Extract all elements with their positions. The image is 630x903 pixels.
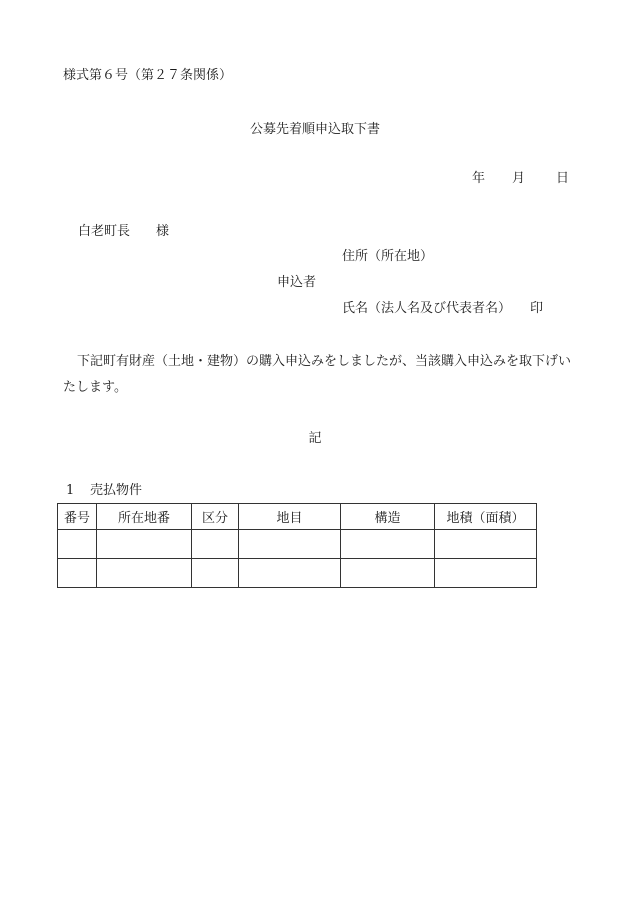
table-cell — [239, 559, 341, 588]
property-table — [57, 503, 537, 588]
section-heading — [66, 484, 142, 497]
date-month-label: 月 — [512, 171, 526, 186]
table-cell — [435, 530, 537, 559]
header-land-type: 地目 — [239, 504, 341, 530]
header-area: 地積（面積） — [435, 504, 537, 530]
address-label: 住所（所在地） — [342, 249, 434, 264]
name-label: 氏名（法人名及び代表者名） — [342, 301, 512, 316]
date-year-label: 年 — [472, 171, 486, 186]
header-number: 番号 — [58, 504, 97, 530]
date-day-label: 日 — [556, 171, 570, 186]
form-number: 様式第６号（第２７条関係） — [63, 68, 233, 83]
addressee-honorific: 様 — [156, 224, 170, 239]
ki-heading: 記 — [308, 431, 322, 446]
table-cell — [97, 530, 192, 559]
table-row — [58, 530, 537, 559]
header-category: 区分 — [192, 504, 239, 530]
table-cell — [97, 559, 192, 588]
header-location: 所在地番 — [97, 504, 192, 530]
table-header-row — [58, 504, 537, 530]
table-cell — [192, 530, 239, 559]
table-cell — [239, 530, 341, 559]
section-title: 売払物件 — [90, 483, 143, 498]
applicant-label: 申込者 — [277, 275, 317, 290]
table-cell — [192, 559, 239, 588]
section-number: 1 — [66, 483, 75, 498]
table-cell — [435, 559, 537, 588]
table-cell — [58, 530, 97, 559]
table-cell — [341, 559, 435, 588]
table-cell — [58, 559, 97, 588]
document-title: 公募先着順申込取下書 — [249, 122, 380, 137]
body-paragraph: 下記町有財産（土地・建物）の購入申込みをしましたが、当該購入申込みを取下げいたします。 — [63, 354, 572, 395]
table-row — [58, 559, 537, 588]
header-structure: 構造 — [341, 504, 435, 530]
seal-mark: 印 — [530, 301, 544, 316]
addressee-name: 白老町長 — [78, 224, 131, 239]
table-cell — [341, 530, 435, 559]
